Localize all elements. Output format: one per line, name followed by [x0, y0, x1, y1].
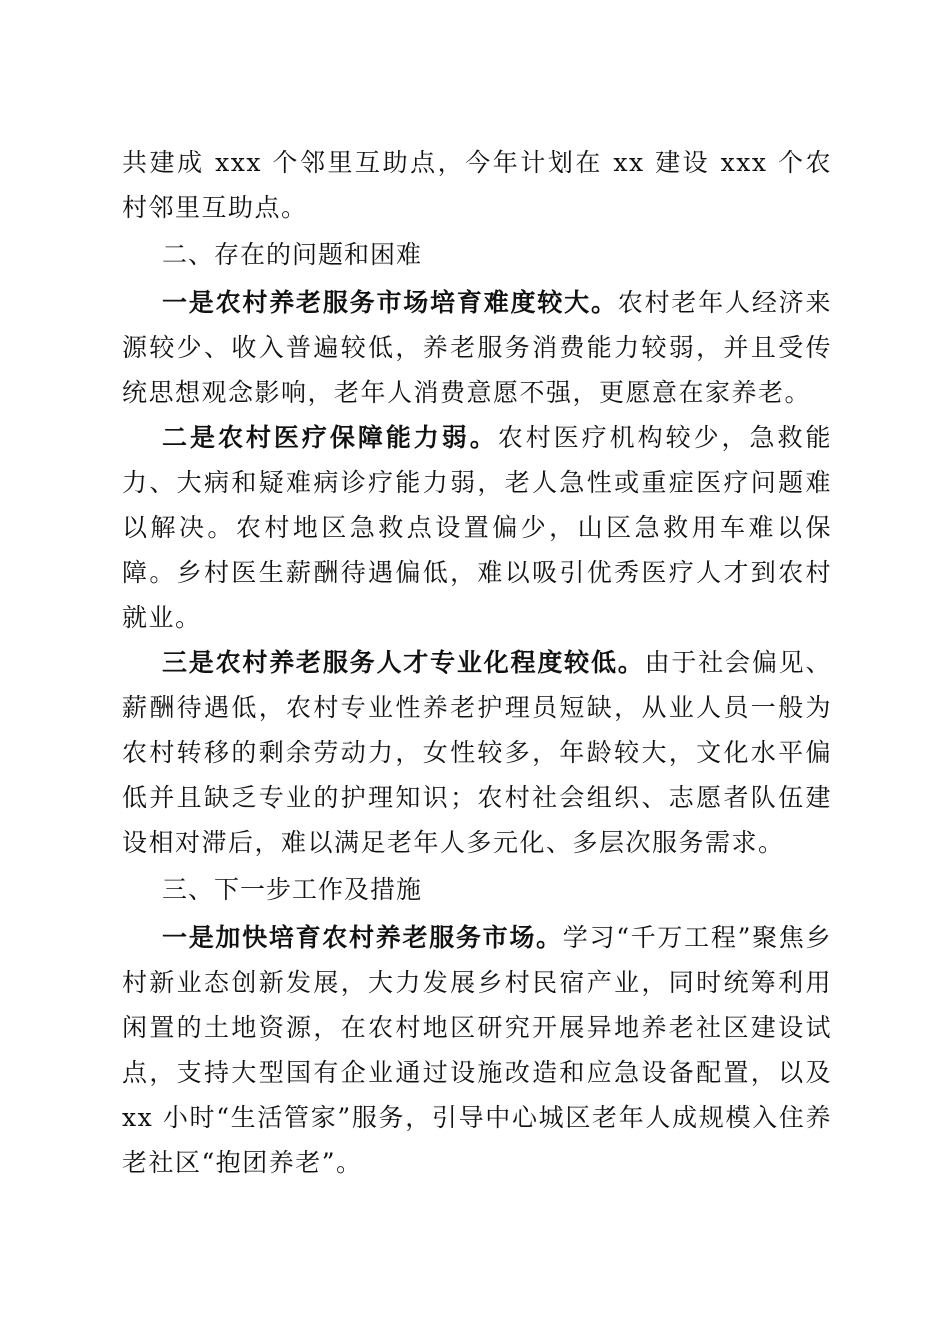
measure-1-lead: 一是加快培育农村养老服务市场。 [162, 923, 563, 952]
intro-paragraph: 共建成 xxx 个邻里互助点，今年计划在 xx 建设 xxx 个农村邻里互助点。 [122, 148, 832, 222]
section-heading-problems: 二、存在的问题和困难 [162, 240, 423, 269]
problem-2-lead: 二是农村医疗保障能力弱。 [162, 423, 498, 452]
problem-paragraph-1 [122, 280, 832, 415]
measure-1-body: 学习“千万工程”聚焦乡村新业态创新发展，大力发展乡村民宿产业，同时统筹利用闲置的土地资源，在农村地区研究开展异地养老社区建设试点，支持大型国有企业通过设施改造和应急设备配置，以及 xx 小时“生活管家”服务，引导中心城区老年人成规模入住养老社区“抱团养老”。 [122, 923, 832, 1177]
problem-3-body: 由于社会偏见、薪酬待遇低，农村专业性养老护理员短缺，从业人员一般为农村转移的剩余劳动力，女性较多，年龄较大，文化水平偏低并且缺乏专业的护理知识；农村社会组织、志愿者队伍建设相对滞后，难以满足老年人多元化、多层次服务需求。 [122, 648, 832, 857]
section-heading-measures: 三、下一步工作及措施 [162, 875, 423, 904]
problem-paragraph-2 [122, 415, 832, 640]
document-body [122, 140, 832, 1185]
problem-1-lead: 一是农村养老服务市场培育难度较大。 [162, 288, 618, 317]
problem-3-lead: 三是农村养老服务人才专业化程度较低。 [162, 648, 645, 677]
problem-1-body: 农村老年人经济来源较少、收入普遍较低，养老服务消费能力较弱，并且受传统思想观念影响，老年人消费意愿不强，更愿意在家养老。 [122, 288, 832, 407]
measure-paragraph-1 [122, 915, 832, 1185]
problem-2-body: 农村医疗机构较少，急救能力、大病和疑难病诊疗能力弱，老人急性或重症医疗问题难以解决。农村地区急救点设置偏少，山区急救用车难以保障。乡村医生薪酬待遇偏低，难以吸引优秀医疗人才到农村就业。 [122, 423, 832, 632]
problem-paragraph-3 [122, 640, 832, 865]
